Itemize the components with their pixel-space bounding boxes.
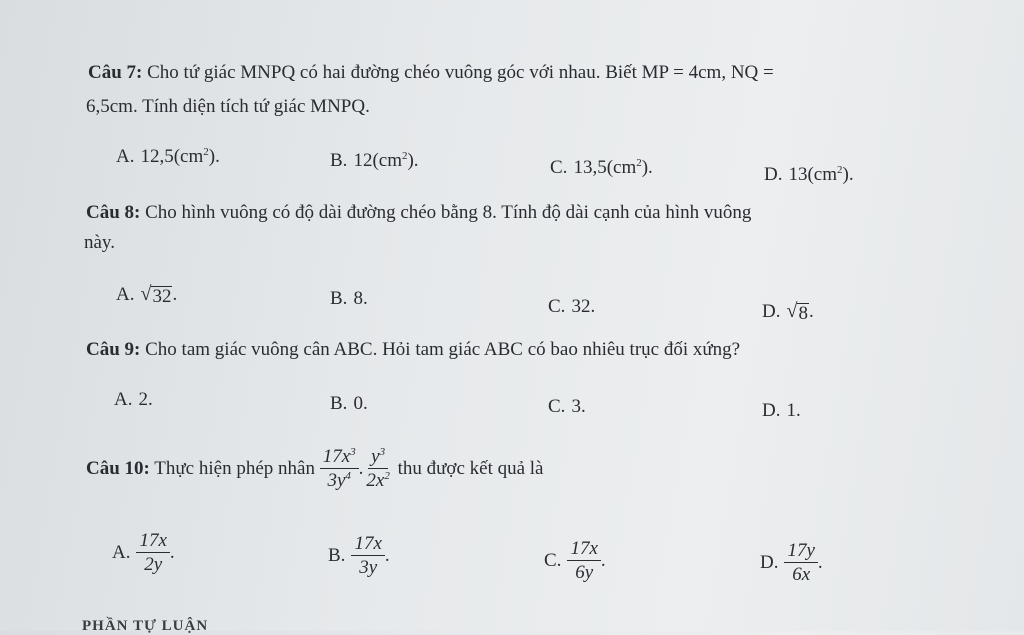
question-10-option-c[interactable]: C. $\frac{17x}{6y}$ .	[544, 538, 606, 583]
question-7-line-2: 6,5cm. Tính diện tích tứ giác MNPQ.	[86, 96, 370, 117]
question-8-option-d[interactable]: D. √ 8 .	[762, 300, 814, 324]
question-7-line-1	[88, 62, 774, 84]
section-heading-cut-off: PHẦN TỰ LUẬN	[82, 618, 209, 634]
question-10-option-d[interactable]: D. $\frac{17y}{6x}$ .	[760, 540, 823, 585]
question-8-option-a[interactable]: A. √ 32 .	[116, 283, 178, 307]
question-9-label: Câu 9:	[86, 339, 141, 360]
question-10-fraction-1: $\frac{17x^3}{3y^4}$	[320, 446, 359, 493]
question-9-option-a[interactable]: A. 2.	[114, 389, 153, 410]
question-7-text-1: Cho tứ giác MNPQ có hai đường chéo vuông góc với nhau. Biết MP = 4cm, NQ =	[142, 62, 774, 83]
question-10-line-1: Câu 10: Thực hiện phép nhân $\frac{17x^3}{3y^4}$ . $\frac{y^3}{2x^2}$ thu được kết quả là	[86, 446, 544, 491]
question-10-label: Câu 10:	[86, 457, 150, 479]
question-8-text-1: Cho hình vuông có độ dài đường chéo bằng 8. Tính độ dài cạnh của hình vuông	[140, 202, 752, 223]
question-7-option-b[interactable]: B. $12(cm^2)$.	[330, 150, 419, 171]
option-b-fraction: $\frac{17x}{3y}$	[351, 533, 384, 580]
question-9-option-b[interactable]: B. 0.	[330, 393, 368, 414]
question-7-option-c[interactable]: C. $13,5(cm^2)$.	[550, 157, 653, 178]
option-c-fraction: $\frac{17x}{6y}$	[567, 538, 600, 585]
question-10-option-b[interactable]: B. $\frac{17x}{3y}$ .	[328, 533, 390, 578]
question-7-option-d[interactable]: D. $13(cm^2)$.	[764, 164, 854, 185]
question-9-text-1: Cho tam giác vuông cân ABC. Hỏi tam giác ABC có bao nhiêu trục đối xứng?	[140, 339, 741, 360]
question-10-option-a[interactable]: A. $\frac{17x}{2y}$ .	[112, 530, 175, 575]
question-8-line-2: này.	[84, 232, 115, 253]
question-9-line-1	[86, 339, 740, 361]
question-10-fraction-2: $\frac{y^3}{2x^2}$	[366, 446, 390, 491]
question-8-option-c[interactable]: C. 32.	[548, 296, 596, 317]
question-7-option-a[interactable]: A. $12,5(cm^2)$.	[116, 146, 220, 167]
question-8-option-b[interactable]: B. 8.	[330, 288, 368, 309]
sqrt-symbol: √ 32	[140, 283, 172, 307]
option-a-fraction: $\frac{17x}{2y}$	[136, 530, 169, 577]
option-d-fraction: $\frac{17y}{6x}$	[784, 540, 817, 587]
question-8-line-1	[86, 202, 751, 224]
question-7-label: Câu 7:	[88, 62, 143, 83]
sqrt-symbol: √ 8	[786, 300, 808, 324]
question-9-option-d[interactable]: D. 1.	[762, 400, 801, 421]
question-8-label: Câu 8:	[86, 202, 141, 223]
question-9-option-c[interactable]: C. 3.	[548, 396, 586, 417]
